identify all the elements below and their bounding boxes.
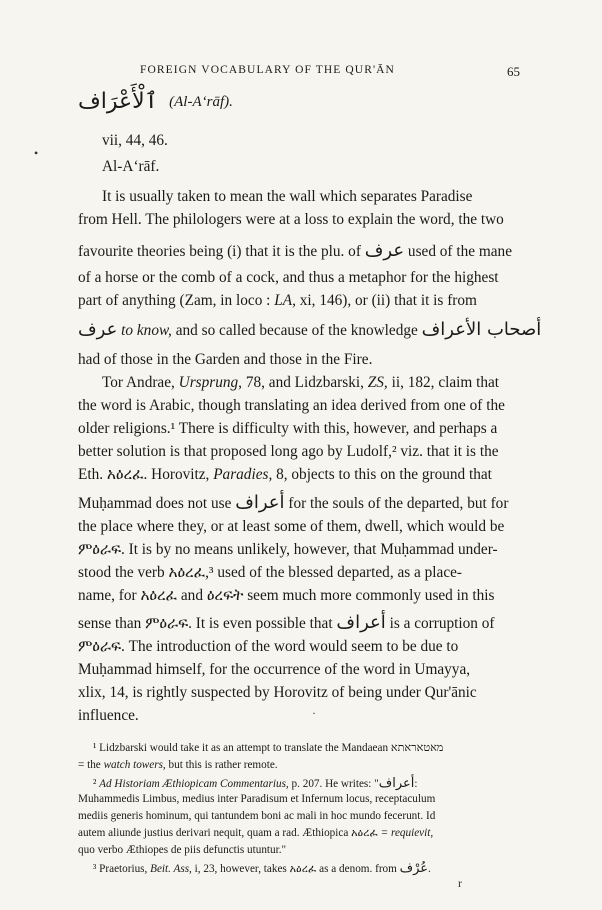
body-line: part of anything (Zam, in loco : LA, xi, 146), or (ii) that it is from <box>78 292 477 309</box>
arabic-phrase: أصحاب الأعراف <box>421 319 542 340</box>
arabic-word: عرف <box>78 319 118 340</box>
body-line: of a horse or the comb of a cock, and thus a metaphor for the highest <box>78 269 499 286</box>
footnote-2: ² Ad Historiam Æthiopicam Commentarius, p. 207. He writes: "أعراف: <box>93 776 418 791</box>
ethiopic-word: አዕረፈ <box>289 863 317 875</box>
ethiopic-word: ምዕራፍ. <box>145 615 192 632</box>
body-line: Muḥammad does not use أعراف for the souls of the departed, but for <box>78 492 509 513</box>
footnote-2-line: Muhammedis Limbus, medius inter Paradisum et Infernum locus, receptaculum <box>78 793 436 805</box>
ethiopic-word: ዕረፍት <box>206 587 244 604</box>
arabic-word: أعراف <box>336 612 386 633</box>
ethiopic-word: አዕረፈ. <box>106 466 148 483</box>
body-line: older religions.¹ There is difficulty with this, however, and perhaps a <box>78 420 498 437</box>
body-line: ምዕራፍ. The introduction of the word would seem to be due to <box>78 638 459 655</box>
margin-mark: r <box>458 876 462 890</box>
ethiopic-word: አዕረፈ,³ <box>168 564 214 581</box>
body-line: the word is Arabic, though translating an idea derived from one of the <box>78 397 505 414</box>
ethiopic-word: ምዕራፍ. <box>78 638 125 655</box>
footnote-1: ¹ Lidzbarski would take it as an attempt to translate the Mandaean מאטאראתא <box>93 742 444 754</box>
body-line: the place where they, or at least some of them, dwell, which would be <box>78 518 505 535</box>
footnote-2-line: quo verbo Æthiopes de piis defunctis utuntur." <box>78 844 287 856</box>
body-line: Eth. አዕረፈ. Horovitz, Paradies, 8, objects to this on the ground that <box>78 466 492 483</box>
arabic-word: أعراف <box>235 492 285 513</box>
body-line: name, for አዕረፈ and ዕረፍት seem much more commonly used in this <box>78 587 495 604</box>
footnote-2-line: mediis generis hominum, qui tantundem boni ac mali in hoc mundo fecerunt. Id <box>78 810 436 822</box>
margin-mark: • <box>34 146 39 160</box>
body-line: عرف to know, and so called because of the knowledge أصحاب الأعراف <box>78 319 542 340</box>
footnote-1-cont: = the watch towers, but this is rather remote. <box>78 759 278 771</box>
hebrew-word: מאטאראתא <box>390 742 444 754</box>
arabic-word: عرف <box>364 240 405 261</box>
margin-mark: · <box>312 706 316 720</box>
body-line: had of those in the Garden and those in the Fire. <box>78 351 373 368</box>
body-line: sense than ምዕራፍ. It is even possible that أعراف is a corruption of <box>78 612 495 633</box>
body-line: Muḥammad himself, for the occurrence of the word in Umayya, <box>78 661 471 678</box>
body-line: better solution is that proposed long ago by Ludolf,² viz. that it is the <box>78 443 499 460</box>
page-number: 65 <box>507 64 520 79</box>
header-title: FOREIGN VOCABULARY OF THE QUR'ĀN <box>140 64 395 76</box>
body-line: influence. <box>78 707 139 724</box>
ethiopic-word: ምዕራፍ. <box>78 541 125 558</box>
body-line: stood the verb አዕረፈ,³ used of the blessed departed, as a place- <box>78 564 463 581</box>
body-line: xlix, 14, is rightly suspected by Horovitz of being under Qur'ānic <box>78 684 477 701</box>
body-line: It is usually taken to mean the wall which separates Paradise <box>102 188 473 205</box>
entry-arabic: ٱلْأَعْرَاف <box>78 89 158 114</box>
footnote-2-line: autem aliunde justius derivari nequit, quam a rad. Æthiopica አዕረፈ = requievit, <box>78 827 434 839</box>
body-line: favourite theories being (i) that it is the plu. of عرف used of the mane <box>78 240 512 261</box>
sura-reference: vii, 44, 46. <box>102 132 168 149</box>
entry-name: Al-A‘rāf. <box>102 158 160 175</box>
running-header <box>140 64 520 79</box>
footnote-3: ³ Praetorius, Beit. Ass, i, 23, however, takes አዕረፈ as a denom. from عُرْف. <box>93 861 431 876</box>
body-line: Tor Andrae, Ursprung, 78, and Lidzbarski, ZS, ii, 182, claim that <box>102 374 500 391</box>
entry-transliteration: (Al-A‘rāf). <box>169 94 233 111</box>
body-line: ምዕራፍ. It is by no means unlikely, however, that Muḥammad under- <box>78 541 498 558</box>
ethiopic-word: አዕረፈ <box>140 587 178 604</box>
ethiopic-word: አዕረፈ <box>351 827 378 839</box>
entry-heading <box>78 88 233 114</box>
body-line: from Hell. The philologers were at a loss to explain the word, the two <box>78 211 504 228</box>
